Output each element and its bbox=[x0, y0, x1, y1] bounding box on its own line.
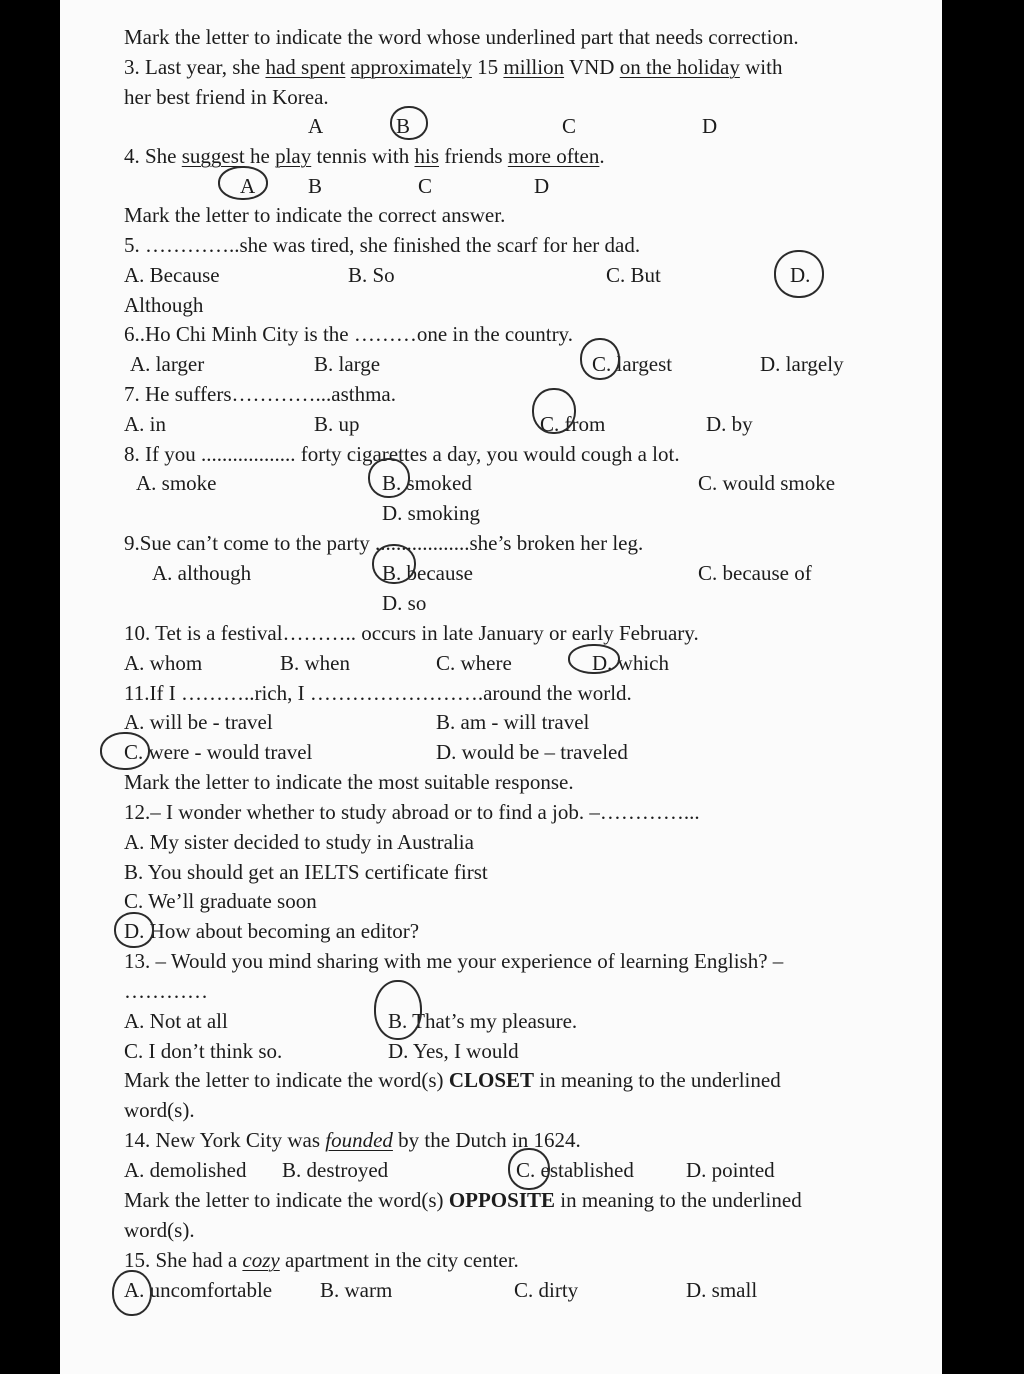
section-heading-response: Mark the letter to indicate the most suitable response. bbox=[124, 770, 574, 794]
q8-option-b[interactable]: B. smoked bbox=[382, 471, 472, 495]
q13-option-a[interactable]: A. Not at all bbox=[124, 1009, 228, 1033]
q6-option-b[interactable]: B. large bbox=[314, 352, 381, 376]
question-10-stem: 10. Tet is a festival……….. occurs in late January or early February. bbox=[124, 621, 699, 645]
q5-option-d[interactable]: D. bbox=[790, 263, 811, 287]
q9-option-b[interactable]: B. because bbox=[382, 561, 473, 585]
question-15-stem: 15. She had a cozy apartment in the city center. bbox=[124, 1248, 519, 1272]
q6-option-c[interactable]: C. largest bbox=[592, 352, 673, 376]
section-heading-closest: Mark the letter to indicate the word(s) CLOSET in meaning to the underlined bbox=[124, 1068, 781, 1092]
q7-option-d[interactable]: D. by bbox=[706, 412, 753, 436]
q4-letter-c[interactable]: C bbox=[418, 174, 433, 198]
q11-option-c[interactable]: C. were - would travel bbox=[124, 740, 313, 764]
q12-option-c[interactable]: C. We’ll graduate soon bbox=[124, 889, 317, 913]
q5-option-d-text: Although bbox=[124, 293, 204, 317]
q12-option-d[interactable]: D. How about becoming an editor? bbox=[124, 919, 420, 943]
q8-option-a[interactable]: A. smoke bbox=[136, 471, 217, 495]
q7-option-c[interactable]: C. from bbox=[540, 412, 606, 436]
q14-option-a[interactable]: A. demolished bbox=[124, 1158, 247, 1182]
q11-option-d[interactable]: D. would be – traveled bbox=[436, 740, 628, 764]
question-4-stem: 4. She suggest he play tennis with his friends more often. bbox=[124, 144, 605, 168]
question-11-stem: 11.If I ………..rich, I …………………….around the world. bbox=[124, 681, 632, 705]
q15-option-b[interactable]: B. warm bbox=[320, 1278, 393, 1302]
q12-option-a[interactable]: A. My sister decided to study in Australia bbox=[124, 830, 474, 854]
q13-option-b[interactable]: B. That’s my pleasure. bbox=[388, 1009, 578, 1033]
section-heading-closest-line2: word(s). bbox=[124, 1098, 195, 1122]
q9-option-c[interactable]: C. because of bbox=[698, 561, 812, 585]
question-3-stem-line2: her best friend in Korea. bbox=[124, 85, 329, 109]
question-13-stem: 13. – Would you mind sharing with me your experience of learning English? – bbox=[124, 949, 784, 973]
question-6-stem: 6..Ho Chi Minh City is the ………one in the country. bbox=[124, 322, 573, 346]
worksheet-page bbox=[60, 0, 942, 1374]
question-8-stem: 8. If you .................. forty cigarettes a day, you would cough a lot. bbox=[124, 442, 680, 466]
q8-option-d[interactable]: D. smoking bbox=[382, 501, 481, 525]
q10-option-d[interactable]: D. which bbox=[592, 651, 669, 675]
q14-option-c[interactable]: C. established bbox=[516, 1158, 634, 1182]
q10-option-c[interactable]: C. where bbox=[436, 651, 512, 675]
question-3-stem: 3. Last year, she had spent approximately 15 million VND on the holiday with bbox=[124, 55, 783, 79]
q11-option-a[interactable]: A. will be - travel bbox=[124, 710, 273, 734]
q3-letter-c[interactable]: C bbox=[562, 114, 577, 138]
q10-option-b[interactable]: B. when bbox=[280, 651, 350, 675]
q15-option-c[interactable]: C. dirty bbox=[514, 1278, 579, 1302]
q14-option-d[interactable]: D. pointed bbox=[686, 1158, 775, 1182]
section-heading-correction: Mark the letter to indicate the word whose underlined part that needs correction. bbox=[124, 25, 799, 49]
q5-option-a[interactable]: A. Because bbox=[124, 263, 220, 287]
q6-option-d[interactable]: D. largely bbox=[760, 352, 844, 376]
section-heading-opposite: Mark the letter to indicate the word(s) OPPOSITE in meaning to the underlined bbox=[124, 1188, 802, 1212]
q11-option-b[interactable]: B. am - will travel bbox=[436, 710, 590, 734]
q15-option-d[interactable]: D. small bbox=[686, 1278, 758, 1302]
q9-option-a[interactable]: A. although bbox=[152, 561, 252, 585]
question-13-blank: ………… bbox=[124, 979, 208, 1003]
q13-option-c[interactable]: C. I don’t think so. bbox=[124, 1039, 283, 1063]
section-heading-correct-answer: Mark the letter to indicate the correct answer. bbox=[124, 203, 506, 227]
section-heading-opposite-line2: word(s). bbox=[124, 1218, 195, 1242]
q3-letter-b[interactable]: B bbox=[396, 114, 411, 138]
question-9-stem: 9.Sue can’t come to the party ..................she’s broken her leg. bbox=[124, 531, 644, 555]
q4-letter-d[interactable]: D bbox=[534, 174, 550, 198]
q3-letter-d[interactable]: D bbox=[702, 114, 718, 138]
q8-option-c[interactable]: C. would smoke bbox=[698, 471, 836, 495]
q14-option-b[interactable]: B. destroyed bbox=[282, 1158, 389, 1182]
q15-option-a[interactable]: A. uncomfortable bbox=[124, 1278, 273, 1302]
q7-option-b[interactable]: B. up bbox=[314, 412, 360, 436]
q9-option-d[interactable]: D. so bbox=[382, 591, 427, 615]
q4-letter-b[interactable]: B bbox=[308, 174, 323, 198]
question-5-stem: 5. …………..she was tired, she finished the scarf for her dad. bbox=[124, 233, 641, 257]
question-7-stem: 7. He suffers…………...asthma. bbox=[124, 382, 396, 406]
q10-option-a[interactable]: A. whom bbox=[124, 651, 203, 675]
q5-option-c[interactable]: C. But bbox=[606, 263, 661, 287]
q3-letter-a[interactable]: A bbox=[308, 114, 324, 138]
question-12-stem: 12.– I wonder whether to study abroad or to find a job. –…………... bbox=[124, 800, 700, 824]
q12-option-b[interactable]: B. You should get an IELTS certificate first bbox=[124, 860, 488, 884]
q5-option-b[interactable]: B. So bbox=[348, 263, 395, 287]
q13-option-d[interactable]: D. Yes, I would bbox=[388, 1039, 519, 1063]
q4-letter-a[interactable]: A bbox=[240, 174, 256, 198]
question-14-stem: 14. New York City was founded by the Dutch in 1624. bbox=[124, 1128, 581, 1152]
q6-option-a[interactable]: A. larger bbox=[130, 352, 205, 376]
q7-option-a[interactable]: A. in bbox=[124, 412, 166, 436]
